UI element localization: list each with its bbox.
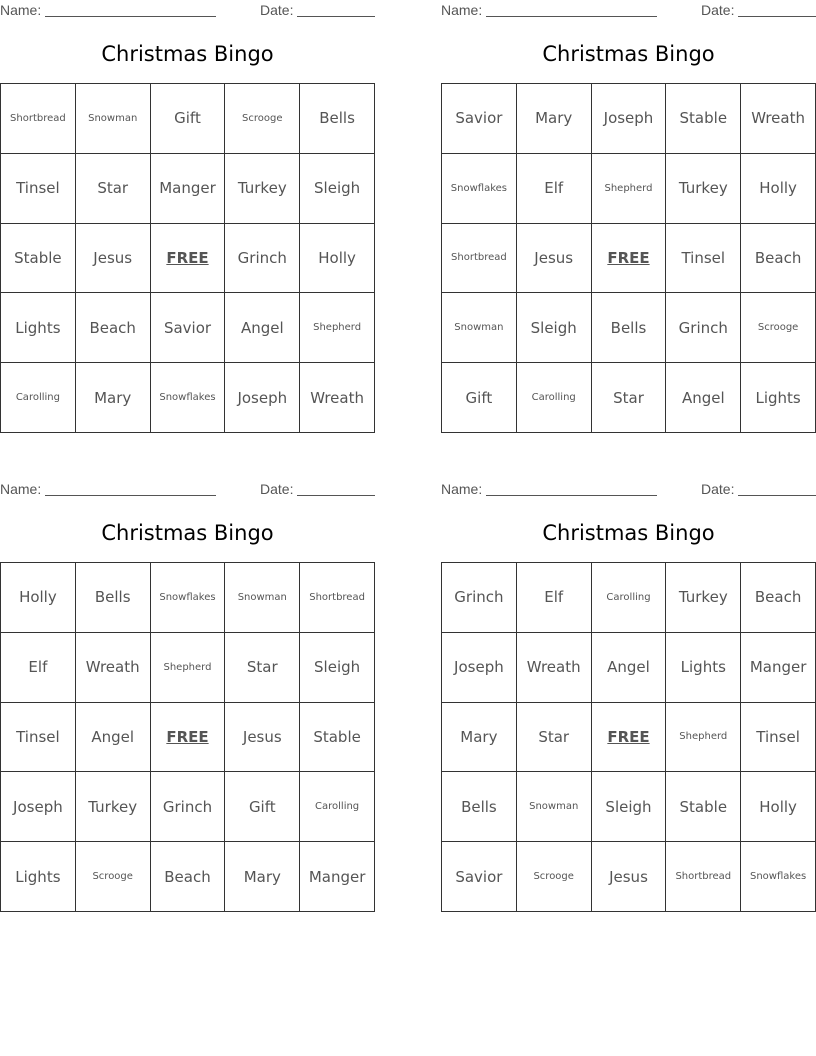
bingo-cell: Turkey — [666, 154, 741, 224]
bingo-cell: Snowflakes — [151, 563, 226, 633]
bingo-cell: Shortbread — [1, 84, 76, 154]
bingo-cell: Shortbread — [442, 224, 517, 294]
bingo-cell: Holly — [300, 224, 375, 294]
bingo-cell: Angel — [666, 363, 741, 433]
bingo-cell: Star — [517, 703, 592, 773]
bingo-cell: Mary — [442, 703, 517, 773]
bingo-cell: Snowflakes — [151, 363, 226, 433]
bingo-cell: Elf — [1, 633, 76, 703]
bingo-cell: FREE — [592, 703, 667, 773]
bingo-cell: Elf — [517, 563, 592, 633]
date-line — [297, 16, 375, 17]
bingo-cell: Tinsel — [1, 703, 76, 773]
bingo-cell: Angel — [225, 293, 300, 363]
bingo-cell: Snowman — [76, 84, 151, 154]
bingo-cell: Tinsel — [741, 703, 816, 773]
bingo-cell: Savior — [442, 84, 517, 154]
bingo-card — [0, 479, 375, 919]
bingo-cell: Snowflakes — [741, 842, 816, 912]
bingo-cell: Lights — [1, 293, 76, 363]
bingo-cell: Joseph — [225, 363, 300, 433]
bingo-cell: FREE — [151, 224, 226, 294]
bingo-cell: Beach — [151, 842, 226, 912]
bingo-cell: Beach — [76, 293, 151, 363]
date-label: Date: — [260, 2, 294, 18]
bingo-cell: Carolling — [517, 363, 592, 433]
bingo-cell: Scrooge — [76, 842, 151, 912]
bingo-cell: Beach — [741, 224, 816, 294]
bingo-cell: Lights — [666, 633, 741, 703]
name-label: Name: — [441, 481, 483, 497]
bingo-cell: Jesus — [592, 842, 667, 912]
bingo-cell: Carolling — [592, 563, 667, 633]
bingo-grid — [0, 562, 375, 912]
bingo-cell: Jesus — [76, 224, 151, 294]
bingo-cell: Beach — [741, 563, 816, 633]
bingo-cell: Turkey — [76, 772, 151, 842]
bingo-cell: Shepherd — [300, 293, 375, 363]
bingo-cell: Star — [225, 633, 300, 703]
bingo-cell: Joseph — [442, 633, 517, 703]
bingo-cell: Mary — [76, 363, 151, 433]
card-header — [441, 481, 816, 499]
bingo-cell: Bells — [442, 772, 517, 842]
bingo-grid — [441, 83, 816, 433]
bingo-cell: Star — [592, 363, 667, 433]
card-title: Christmas Bingo — [101, 42, 274, 66]
bingo-cell: Mary — [225, 842, 300, 912]
bingo-cell: Bells — [592, 293, 667, 363]
date-line — [738, 495, 816, 496]
name-line — [45, 16, 216, 17]
bingo-cell: Shortbread — [300, 563, 375, 633]
bingo-cell: Lights — [741, 363, 816, 433]
bingo-cell: Wreath — [741, 84, 816, 154]
bingo-cell: Bells — [76, 563, 151, 633]
bingo-cell: Snowman — [225, 563, 300, 633]
bingo-cell: Bells — [300, 84, 375, 154]
bingo-cell: Shepherd — [666, 703, 741, 773]
bingo-cell: Shepherd — [151, 633, 226, 703]
bingo-cell: Savior — [442, 842, 517, 912]
bingo-cell: Joseph — [592, 84, 667, 154]
date-label: Date: — [260, 481, 294, 497]
date-label: Date: — [701, 2, 735, 18]
card-title: Christmas Bingo — [542, 521, 715, 545]
bingo-cell: Stable — [666, 84, 741, 154]
card-header — [441, 2, 816, 20]
bingo-cell: Sleigh — [300, 154, 375, 224]
name-line — [486, 16, 657, 17]
card-title: Christmas Bingo — [542, 42, 715, 66]
bingo-cell: Holly — [741, 154, 816, 224]
bingo-cell: Tinsel — [666, 224, 741, 294]
bingo-cell: Holly — [1, 563, 76, 633]
bingo-cell: Savior — [151, 293, 226, 363]
name-label: Name: — [0, 481, 42, 497]
bingo-cell: Sleigh — [592, 772, 667, 842]
bingo-grid — [0, 83, 375, 433]
bingo-cell: Grinch — [442, 563, 517, 633]
bingo-cell: Carolling — [1, 363, 76, 433]
bingo-cell: Scrooge — [741, 293, 816, 363]
bingo-cell: Angel — [592, 633, 667, 703]
bingo-cell: Scrooge — [225, 84, 300, 154]
bingo-cell: Manger — [151, 154, 226, 224]
bingo-cell: Scrooge — [517, 842, 592, 912]
card-header — [0, 481, 375, 499]
bingo-cell: Stable — [666, 772, 741, 842]
bingo-cell: Stable — [300, 703, 375, 773]
bingo-cell: Gift — [442, 363, 517, 433]
bingo-cell: FREE — [151, 703, 226, 773]
bingo-cell: Snowflakes — [442, 154, 517, 224]
bingo-cell: Joseph — [1, 772, 76, 842]
bingo-grid — [441, 562, 816, 912]
card-header — [0, 2, 375, 20]
bingo-cell: Manger — [741, 633, 816, 703]
name-line — [45, 495, 216, 496]
card-title: Christmas Bingo — [101, 521, 274, 545]
bingo-cell: Grinch — [225, 224, 300, 294]
date-line — [297, 495, 375, 496]
bingo-cell: Sleigh — [300, 633, 375, 703]
bingo-cell: Jesus — [225, 703, 300, 773]
bingo-cell: Jesus — [517, 224, 592, 294]
bingo-cell: Grinch — [151, 772, 226, 842]
bingo-cell: Shortbread — [666, 842, 741, 912]
bingo-cell: Grinch — [666, 293, 741, 363]
bingo-cell: Stable — [1, 224, 76, 294]
bingo-cell: Snowman — [517, 772, 592, 842]
bingo-cell: Manger — [300, 842, 375, 912]
bingo-card — [441, 479, 816, 919]
bingo-cell: Lights — [1, 842, 76, 912]
name-label: Name: — [0, 2, 42, 18]
bingo-cell: Wreath — [76, 633, 151, 703]
bingo-card — [441, 0, 816, 440]
date-label: Date: — [701, 481, 735, 497]
bingo-cell: Gift — [225, 772, 300, 842]
bingo-cell: Angel — [76, 703, 151, 773]
bingo-cell: Sleigh — [517, 293, 592, 363]
name-label: Name: — [441, 2, 483, 18]
bingo-cell: Tinsel — [1, 154, 76, 224]
bingo-card — [0, 0, 375, 440]
bingo-cell: Snowman — [442, 293, 517, 363]
bingo-cell: Shepherd — [592, 154, 667, 224]
bingo-cell: Carolling — [300, 772, 375, 842]
bingo-cell: Mary — [517, 84, 592, 154]
bingo-cell: Turkey — [225, 154, 300, 224]
bingo-cell: Gift — [151, 84, 226, 154]
bingo-cell: Turkey — [666, 563, 741, 633]
bingo-cell: Wreath — [300, 363, 375, 433]
bingo-cell: Holly — [741, 772, 816, 842]
bingo-cell: FREE — [592, 224, 667, 294]
bingo-cell: Wreath — [517, 633, 592, 703]
bingo-cell: Elf — [517, 154, 592, 224]
name-line — [486, 495, 657, 496]
bingo-cell: Star — [76, 154, 151, 224]
date-line — [738, 16, 816, 17]
